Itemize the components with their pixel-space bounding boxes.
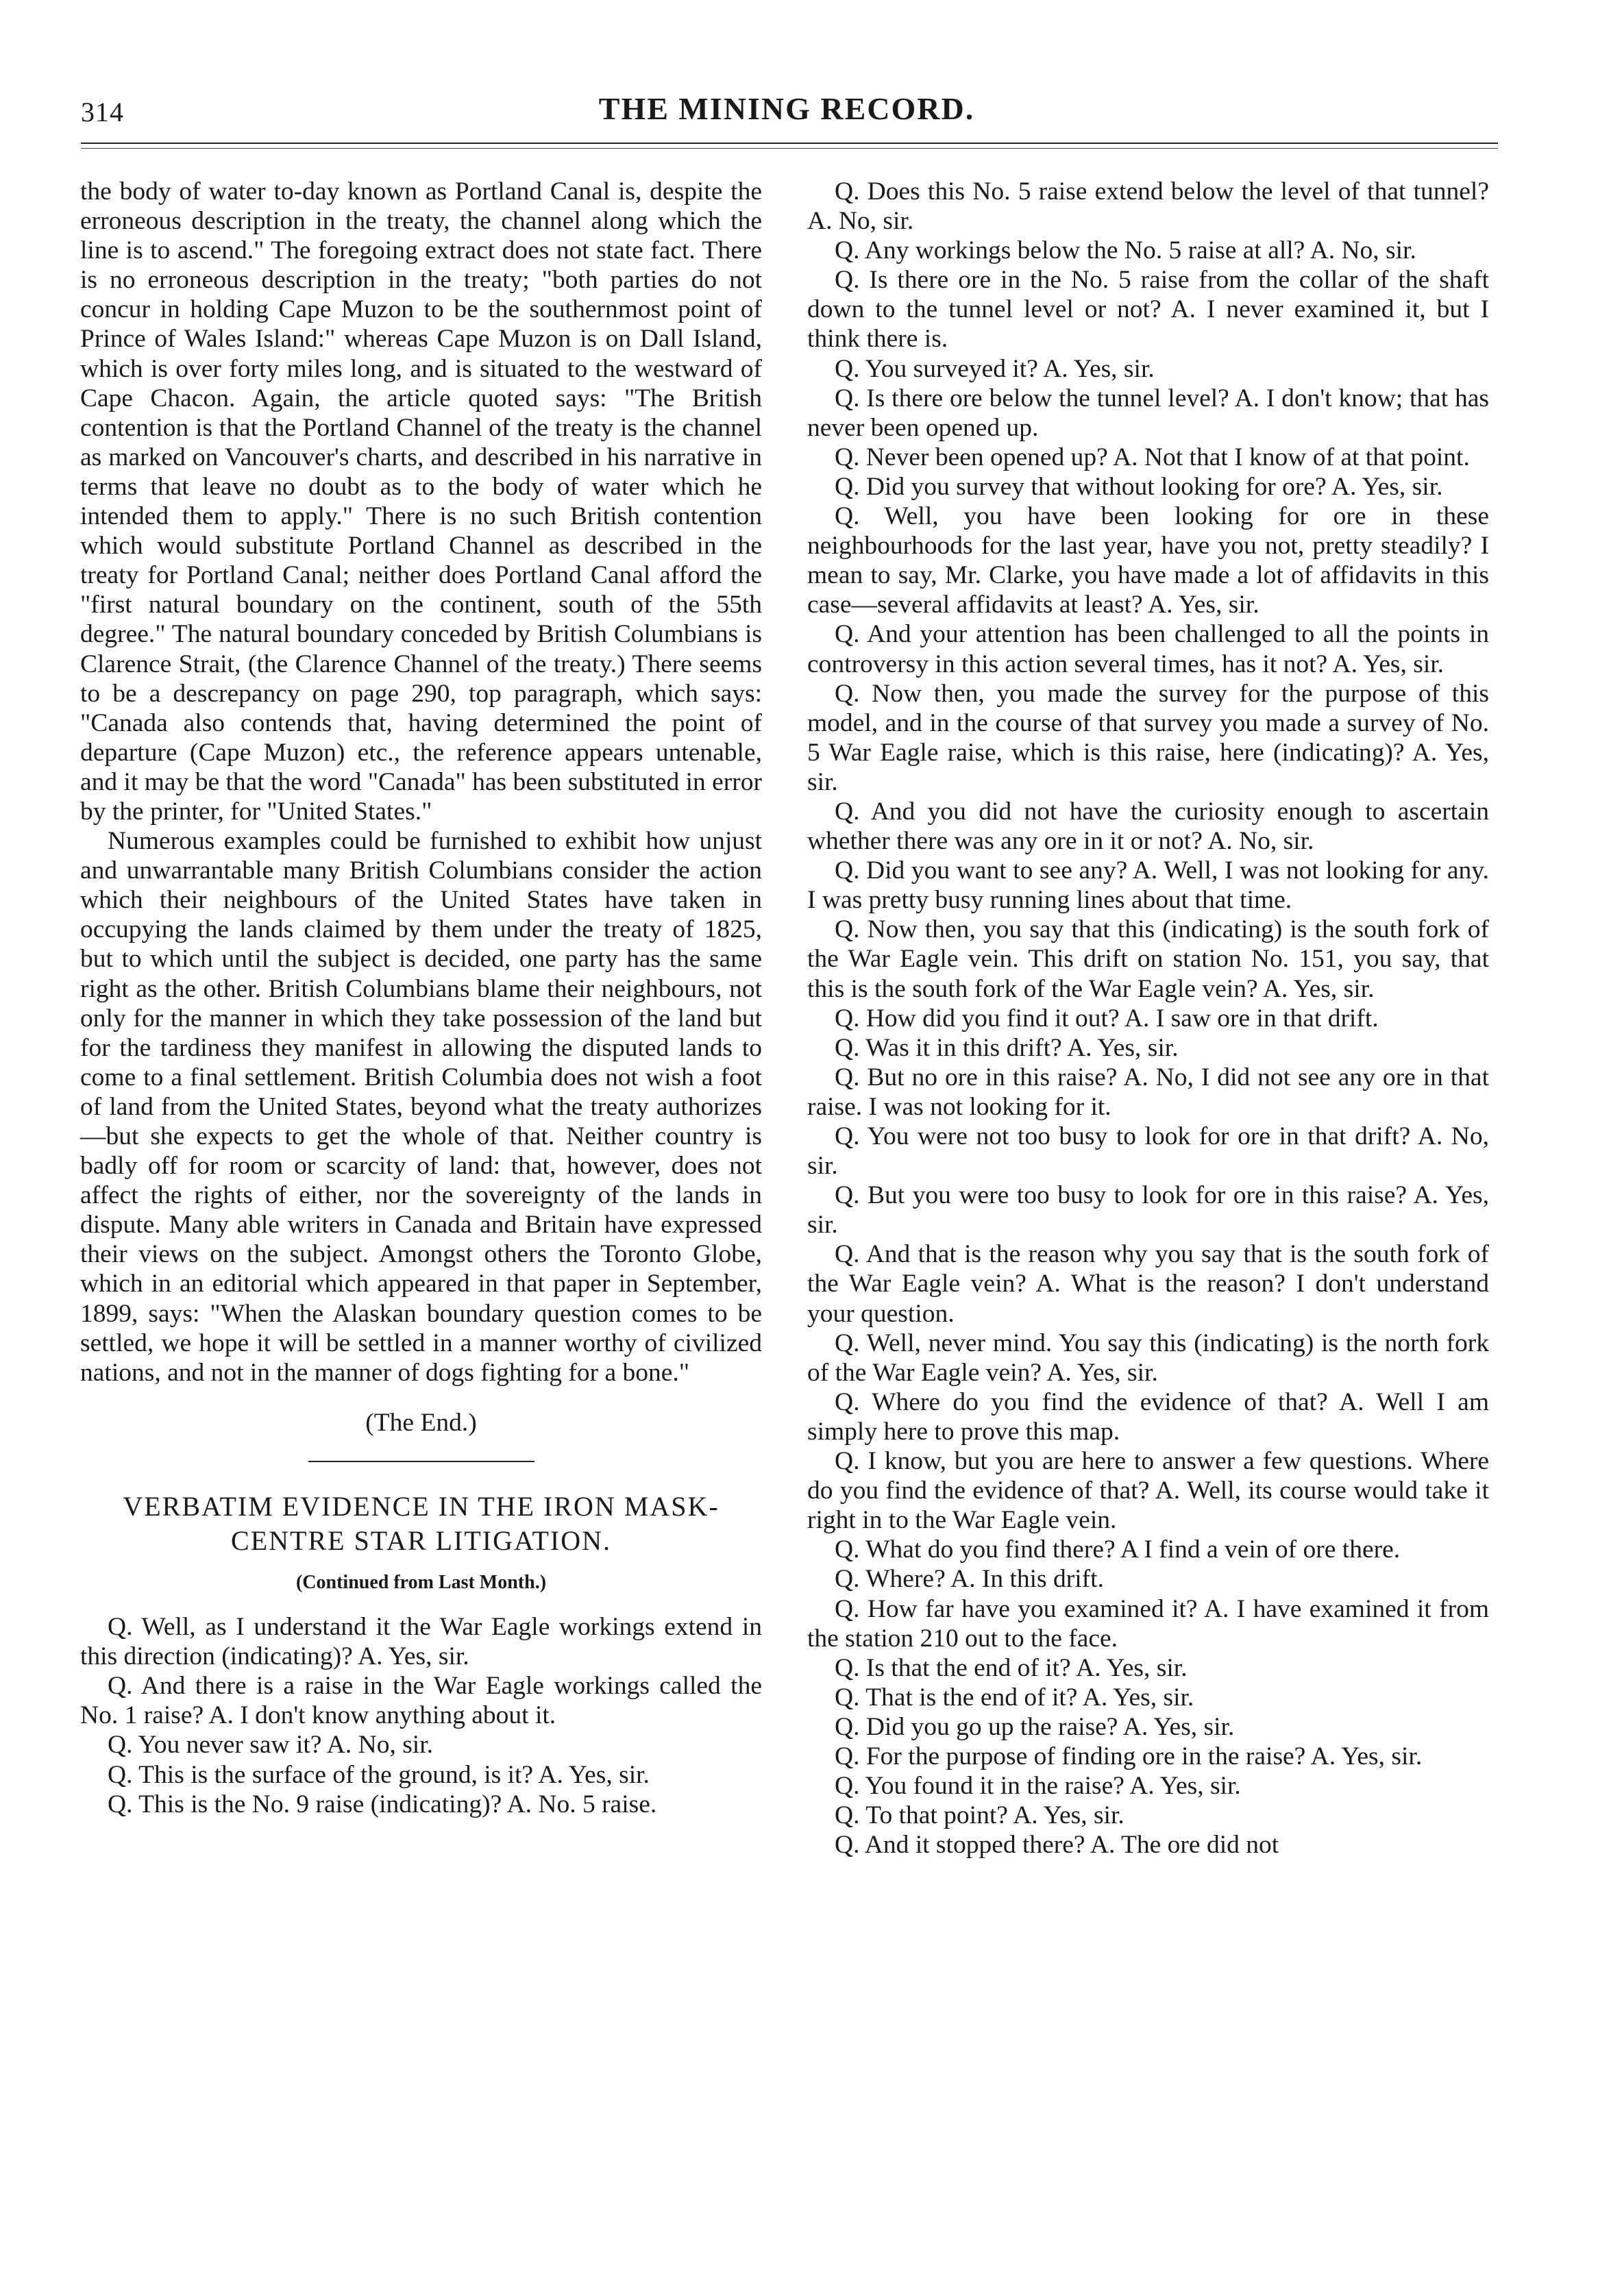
- qa-paragraph: Q. Was it in this drift? A. Yes, sir.: [835, 1033, 1179, 1062]
- qa-paragraph: Q. And it stopped there? A. The ore did not: [835, 1831, 1279, 1860]
- left-column: [80, 177, 762, 1819]
- qa-paragraph: Q. Is there ore in the No. 5 raise from the collar of the shaft down to the tunnel level or not? A. I never examined it, but I think there is.: [807, 266, 1489, 354]
- end-marker: (The End.): [365, 1408, 477, 1437]
- qa-paragraph: Q. That is the end of it? A. Yes, sir.: [835, 1683, 1194, 1712]
- qa-paragraph: Q. Well, never mind. You say this (indicating) is the north fork of the War Eagle vein? A. Yes, sir.: [807, 1329, 1489, 1387]
- qa-paragraph: Q. Did you want to see any? A. Well, I was not looking for any. I was pretty busy running lines about that time.: [807, 856, 1489, 915]
- qa-paragraph: Q. How did you find it out? A. I saw ore in that drift.: [835, 1004, 1379, 1033]
- qa-paragraph: Q. Now then, you say that this (indicating) is the south fork of the War Eagle vein. This drift on station No. 151, you say, that this is the south fork of the War Eagle vein? A. Yes, sir.: [807, 915, 1489, 1003]
- qa-paragraph: Q. How far have you examined it? A. I have examined it from the station 210 out to the face.: [807, 1594, 1489, 1653]
- body-paragraph: the body of water to-day known as Portland Canal is, despite the erroneous description in the treaty, the channel along which the line is to ascend." The foregoing extract does not state fact. There is no erroneous description in the treaty; "both parties do not concur in holding Cape Muzon to be the southernmost point of Prince of Wales Island:" whereas Cape Muzon is on Dall Island, which is over forty miles long, and is situated to the westward of Cape Chacon. Again, the article quoted says: "The British contention is that the Portland Channel of the treaty is the channel as marked on Vancouver's charts, and described in his narrative in terms that leave no doubt as to the body of water which he intended them to apply." There is no such British contention which would substitute Portland Channel as described in the treaty for Portland Canal; neither does Portland Canal afford the "first natural boundary on the continent, south of the 55th degree." The natural boundary conceded by British Columbians is Clarence Strait, (the Clarence Channel of the treaty.) There seems to be a descrepancy on page 290, top paragraph, which says: "Canada also contends that, having determined the point of departure (Cape Muzon) etc., the reference appears untenable, and it may be that the word "Canada" has been substituted in error by the printer, for "United States.": [80, 177, 762, 826]
- qa-paragraph: Q. Did you survey that without looking for ore? A. Yes, sir.: [835, 472, 1443, 501]
- qa-paragraph: Q. But you were too busy to look for ore in this raise? A. Yes, sir.: [807, 1181, 1489, 1239]
- qa-paragraph: Q. For the purpose of finding ore in the raise? A. Yes, sir.: [835, 1742, 1423, 1770]
- qa-paragraph: Q. Is there ore below the tunnel level? A. I don't know; that has never been opened up.: [807, 384, 1489, 442]
- body-paragraph: Numerous examples could be furnished to exhibit how unjust and unwarrantable many British Columbians consider the action which their neighbours of the United States have taken in occupying the lands claimed by them under the treaty of 1825, but to which until the subject is decided, one party has the same right as the other. British Columbians blame their neighbours, not only for the manner in which they take possession of the land but for the tardiness they manifest in allowing the disputed lands to come to a final settlement. British Columbia does not wish a foot of land from the United States, beyond what the treaty authorizes—but she expects to get the whole of that. Neither country is badly off for room or scarcity of land: that, however, does not affect the rights of either, nor the sovereignty of the lands in dispute. Many able writers in Canada and Britain have expressed their views on the subject. Amongst others the Toronto Globe, which in an editorial which appeared in that paper in September, 1899, says: "When the Alaskan boundary question comes to be settled, we hope it will be settled in a manner worthy of civilized nations, and not in the manner of dogs fighting for a bone.": [80, 827, 762, 1387]
- qa-paragraph: Q. But no ore in this raise? A. No, I did not see any ore in that raise. I was not looking for it.: [807, 1063, 1489, 1121]
- qa-paragraph: Q. And you did not have the curiosity enough to ascertain whether there was any ore in it or not? A. No, sir.: [807, 797, 1489, 856]
- header-rule: [81, 143, 1498, 144]
- article-subheading: (Continued from Last Month.): [295, 1571, 547, 1593]
- qa-paragraph: Q. Never been opened up? A. Not that I know of at that point.: [835, 443, 1470, 471]
- qa-paragraph: Q. Is that the end of it? A. Yes, sir.: [835, 1653, 1188, 1682]
- qa-paragraph: Q. Any workings below the No. 5 raise at all? A. No, sir.: [835, 236, 1416, 265]
- qa-paragraph: Q. You never saw it? A. No, sir.: [108, 1731, 433, 1760]
- qa-paragraph: Q. Did you go up the raise? A. Yes, sir.: [835, 1712, 1235, 1741]
- qa-paragraph: Q. You found it in the raise? A. Yes, sir.: [835, 1772, 1241, 1801]
- qa-paragraph: Q. Does this No. 5 raise extend below the level of that tunnel? A. No, sir.: [807, 177, 1489, 236]
- right-column: [807, 177, 1489, 1860]
- qa-paragraph: Q. You were not too busy to look for ore in that drift? A. No, sir.: [807, 1122, 1489, 1181]
- qa-paragraph: Q. Well, as I understand it the War Eagle workings extend in this direction (indicating)? A. Yes, sir.: [80, 1613, 762, 1671]
- qa-paragraph: Q. Where? A. In this drift.: [835, 1565, 1104, 1594]
- qa-paragraph: Q. Well, you have been looking for ore in these neighbourhoods for the last year, have you not, pretty steadily? I mean to say, Mr. Clarke, you have made a lot of affidavits in this case—several affidavits at least? A. Yes, sir.: [807, 502, 1489, 619]
- qa-paragraph: Q. And that is the reason why you say that is the south fork of the War Eagle vein? A. What is the reason? I don't understand your question.: [807, 1240, 1489, 1328]
- qa-paragraph: Q. And there is a raise in the War Eagle workings called the No. 1 raise? A. I don't know anything about it.: [80, 1672, 762, 1730]
- qa-paragraph: Q. Now then, you made the survey for the purpose of this model, and in the course of that survey you made a survey of No. 5 War Eagle raise, which is this raise, here (indicating)? A. Yes, sir.: [807, 679, 1489, 796]
- article-heading: VERBATIM EVIDENCE IN THE IRON MASK-CENTRE STAR LITIGATION.: [123, 1490, 720, 1556]
- qa-paragraph: Q. You surveyed it? A. Yes, sir.: [835, 354, 1155, 383]
- qa-paragraph: Q. To that point? A. Yes, sir.: [835, 1801, 1124, 1830]
- qa-paragraph: Q. This is the surface of the ground, is it? A. Yes, sir.: [108, 1760, 650, 1789]
- qa-paragraph: Q. This is the No. 9 raise (indicating)? A. No. 5 raise.: [108, 1790, 657, 1818]
- page-number: 314: [81, 97, 124, 127]
- header-rule-thin: [81, 148, 1498, 149]
- qa-paragraph: Q. What do you find there? A I find a vein of ore there.: [835, 1535, 1401, 1564]
- qa-paragraph: Q. And your attention has been challenged to all the points in controversy in this action several times, has it not? A. Yes, sir.: [807, 620, 1489, 678]
- qa-paragraph: Q. Where do you find the evidence of that? A. Well I am simply here to prove this map.: [807, 1387, 1489, 1446]
- running-title: THE MINING RECORD.: [598, 91, 975, 126]
- page-header: [81, 90, 1492, 138]
- qa-paragraph: Q. I know, but you are here to answer a few questions. Where do you find the evidence of that? A. Well, its course would take it right in to the War Eagle vein.: [807, 1447, 1489, 1535]
- section-divider: [308, 1461, 534, 1462]
